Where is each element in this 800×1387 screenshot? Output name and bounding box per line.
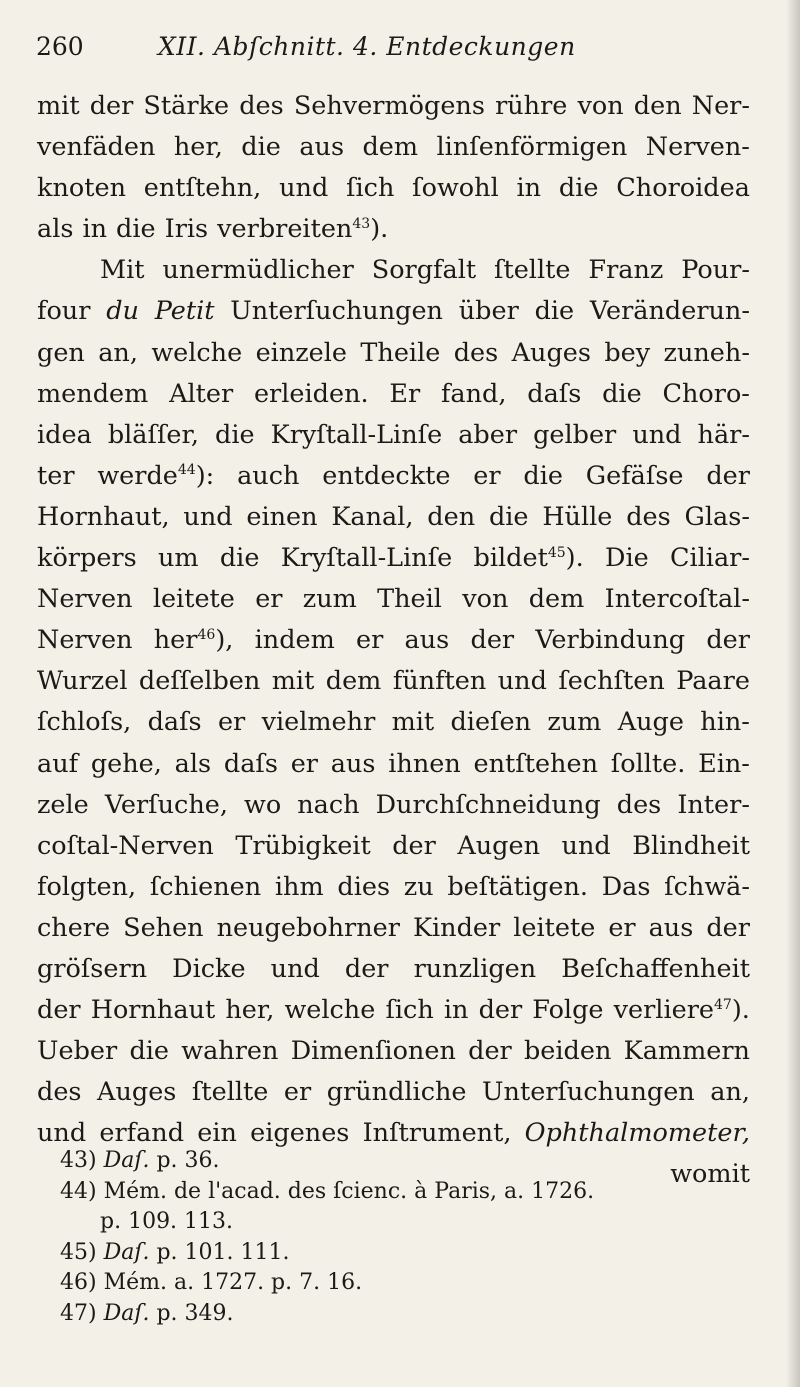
word: die: [215, 419, 255, 450]
text-line: [37, 1072, 750, 1113]
word: beiden: [523, 1036, 612, 1067]
word: Auge: [617, 707, 684, 738]
word: leitete: [513, 912, 596, 943]
word: der: [37, 995, 81, 1026]
word: den: [427, 501, 476, 532]
word-with-footnote-ref: werde44):: [97, 460, 215, 491]
word: neugebohrner: [216, 912, 400, 943]
word: der: [706, 460, 750, 491]
footnote-text: Mém. a. 1727. p. 7. 16.: [103, 1270, 363, 1295]
word: des: [616, 789, 662, 820]
word: Unterſuchungen: [482, 1077, 695, 1108]
word: Kammern: [623, 1036, 750, 1067]
word: Dicke: [172, 953, 246, 984]
word: Sehen: [123, 912, 204, 943]
word: die: [558, 173, 599, 204]
word: zele: [37, 789, 89, 820]
word: dem: [362, 132, 419, 163]
word: Sehvermögens: [293, 91, 485, 121]
word: fünften: [392, 666, 487, 697]
word: Hornhaut: [90, 995, 216, 1026]
word: des: [453, 337, 499, 368]
footnote-text: Mém. de l'acad. des ſcienc. à Paris, a. 1726.: [103, 1178, 595, 1204]
word: aus: [299, 132, 345, 163]
word: erfand: [99, 1118, 185, 1149]
word: knoten: [37, 173, 126, 204]
word: die: [488, 501, 529, 532]
word: zu: [403, 871, 434, 902]
word: her,: [173, 132, 223, 163]
word: ter: [37, 460, 75, 491]
word: als: [174, 748, 212, 779]
word: ſtellte: [494, 255, 571, 286]
word: chere: [37, 912, 111, 943]
word: er: [356, 625, 384, 656]
word: Ueber: [37, 1036, 118, 1067]
word: hin-: [700, 707, 750, 738]
word: Intercoſtal-: [604, 584, 750, 615]
word: entdeckte: [322, 460, 451, 491]
word: Stärke: [143, 91, 230, 121]
footnote: [60, 1146, 760, 1177]
word: leitete: [152, 584, 235, 615]
text-line: [37, 209, 750, 250]
word: über: [458, 296, 519, 327]
word: der: [344, 953, 389, 984]
page-edge-shadow: [786, 0, 800, 1387]
word: Blindheit: [632, 830, 750, 861]
footnote-number: 45): [60, 1239, 104, 1265]
word: Wurzel: [37, 666, 128, 697]
word: Ner-: [691, 91, 750, 121]
text-line: [37, 168, 750, 209]
word: Ein-: [698, 748, 750, 779]
word: in: [516, 173, 542, 204]
word: Franz: [588, 255, 664, 286]
word: die: [534, 296, 575, 327]
word: die: [219, 543, 260, 574]
word: Glas-: [684, 501, 750, 532]
word: der: [470, 625, 515, 656]
word: Mit: [100, 255, 145, 286]
word: welche: [151, 337, 243, 368]
word: Auges: [97, 1077, 177, 1108]
word: der: [706, 912, 750, 943]
word: daſs: [223, 748, 278, 779]
word: und: [632, 419, 682, 450]
word: vielmehr: [261, 707, 376, 738]
word: Kinder: [412, 912, 501, 943]
word: zuneh-: [663, 337, 750, 368]
word: und: [183, 501, 233, 532]
word: die: [241, 132, 281, 163]
word: Kryſtall-Linſe: [280, 543, 453, 574]
word: gehe,: [90, 748, 162, 779]
word: er: [255, 584, 283, 615]
word: Ciliar-: [669, 543, 750, 574]
word: Auges: [511, 337, 591, 368]
footnote: [60, 1268, 760, 1299]
text-line: [37, 661, 750, 702]
word: körpers: [37, 543, 137, 574]
word: mit: [37, 91, 80, 121]
footnote-number: 43): [60, 1148, 104, 1173]
word: rühre: [495, 91, 568, 121]
word-with-footnote-ref: verliere47).: [613, 995, 750, 1026]
word: mit: [271, 666, 315, 697]
word: Pour-: [681, 255, 750, 286]
word: mendem: [37, 378, 149, 409]
word: dem: [528, 584, 585, 615]
word: Gefäſse: [585, 460, 684, 491]
word: du: [106, 296, 139, 327]
word: entſtehen: [473, 748, 598, 779]
word: bey: [604, 337, 651, 368]
text-line: [37, 785, 750, 826]
word: in: [443, 995, 469, 1026]
word: ſtellte: [191, 1077, 269, 1108]
word: Verſuche,: [104, 789, 228, 820]
word: four: [37, 296, 91, 327]
word: und: [270, 953, 320, 984]
word: deſſelben: [138, 666, 261, 697]
word: ſechſten: [558, 666, 665, 697]
word: ſich: [346, 173, 395, 204]
word: Theil: [377, 584, 442, 615]
word: Inter-: [677, 789, 750, 820]
word: Augen: [457, 830, 541, 861]
word: ſchienen: [149, 871, 262, 902]
word: aber: [458, 419, 518, 450]
word: Paare: [676, 666, 750, 697]
text-line: [37, 127, 750, 168]
word: coſtal-Nerven: [37, 830, 214, 861]
word: in: [82, 214, 108, 245]
word: Das: [601, 871, 651, 902]
word: idea: [37, 419, 92, 450]
word: er: [283, 1077, 312, 1108]
text-line: [37, 250, 750, 291]
word: runzligen: [413, 953, 537, 984]
word: Inſtrument,: [362, 1118, 512, 1149]
word-with-footnote-ref: verbreiten43).: [217, 214, 389, 245]
word: wahren: [181, 1036, 279, 1067]
footnote-number: 46): [60, 1270, 104, 1295]
word: er: [217, 707, 246, 738]
word: einzele: [255, 337, 348, 368]
word: ſollte.: [610, 748, 686, 779]
word-with-footnote-ref: bildet45).: [473, 543, 584, 574]
word: zum: [547, 707, 602, 738]
word: er: [473, 460, 501, 491]
word: nach: [297, 789, 360, 820]
word: ein: [197, 1118, 237, 1149]
text-line: [37, 374, 750, 415]
word: gründliche: [326, 1077, 467, 1108]
word: Beſchaffenheit: [561, 953, 750, 984]
word: er: [290, 748, 318, 779]
word: und: [497, 666, 547, 697]
text-line: [37, 456, 750, 497]
word: welche: [284, 995, 376, 1026]
word: ihnen: [388, 748, 461, 779]
footnote-text: Daſ. p. 36.: [103, 1148, 220, 1173]
word: eigenes: [250, 1118, 350, 1149]
text-line: [37, 702, 750, 743]
word: von: [577, 91, 624, 121]
footnotes: [60, 1146, 760, 1329]
footnote-text: Daſ. p. 349.: [103, 1300, 234, 1326]
word: Unterſuchungen: [230, 296, 443, 327]
text-line: [37, 990, 750, 1031]
word: Kryſtall-Linſe: [270, 419, 443, 450]
word: daſs: [527, 378, 582, 409]
text-line: [37, 86, 750, 127]
word: Choroidea: [616, 173, 750, 204]
word: des: [239, 91, 284, 121]
word: und: [561, 830, 611, 861]
word: womit: [670, 1159, 750, 1190]
word: Die: [605, 543, 649, 574]
word: aus: [330, 748, 376, 779]
text-line: [37, 620, 750, 661]
word: zum: [302, 584, 357, 615]
footnote: [60, 1177, 760, 1208]
word: Theile: [360, 337, 441, 368]
word: den: [633, 91, 682, 121]
word: Sorgfalt: [371, 255, 477, 286]
word: ihm: [274, 871, 324, 902]
text-line: [37, 579, 750, 620]
running-title: XII. Abſchnitt. 4. Entdeckungen: [158, 32, 576, 61]
word: her,: [225, 995, 275, 1026]
word: beſtätigen.: [447, 871, 588, 902]
text-line: [37, 1031, 750, 1072]
word: der: [392, 830, 436, 861]
text-line: [37, 538, 750, 579]
word: fand,: [440, 378, 507, 409]
word: Folge: [532, 995, 604, 1026]
text-line: [37, 415, 750, 456]
word: Trübigkeit: [235, 830, 371, 861]
word: an,: [710, 1077, 750, 1108]
word: dem: [325, 666, 382, 697]
word: ſchloſs,: [37, 707, 132, 738]
word: Kanal,: [331, 501, 414, 532]
word: Dimenſionen: [290, 1036, 456, 1067]
word: Petit: [154, 296, 215, 327]
word: an,: [98, 337, 138, 368]
word: die: [523, 460, 563, 491]
word: Iris: [164, 214, 209, 245]
word: Veränderun-: [589, 296, 750, 327]
text-line: [37, 908, 750, 949]
word: des: [626, 501, 671, 532]
word: von: [462, 584, 509, 615]
word: auf: [37, 748, 79, 779]
word: auch: [237, 460, 300, 491]
word: der: [706, 625, 750, 656]
footnote-text: Daſ. p. 101. 111.: [103, 1239, 290, 1265]
word: er: [608, 912, 636, 943]
word: die: [129, 1036, 170, 1067]
body-text: [37, 86, 750, 1196]
word: gelber: [533, 419, 617, 450]
footnote-number: 44): [60, 1178, 104, 1204]
word: gen: [37, 337, 85, 368]
word: ſich: [385, 995, 434, 1026]
text-line: [37, 744, 750, 785]
word: um: [157, 543, 199, 574]
word: erleiden.: [253, 378, 369, 409]
word: Er: [389, 378, 421, 409]
word: gröſsern: [37, 953, 148, 984]
page-number: 260: [36, 32, 84, 61]
word: ſchwä-: [664, 871, 750, 902]
word: dies: [337, 871, 391, 902]
word: bläſſer,: [107, 419, 199, 450]
word: Hülle: [542, 501, 613, 532]
word: aus: [404, 625, 450, 656]
word: die: [602, 378, 642, 409]
word: Alter: [169, 378, 234, 409]
word: entſtehn,: [143, 173, 262, 204]
word: Verbindung: [535, 625, 686, 656]
word: indem: [254, 625, 335, 656]
word: der: [478, 995, 523, 1026]
word: Durchſchneidung: [375, 789, 601, 820]
word: als: [37, 214, 74, 245]
word: Nerven: [37, 584, 133, 615]
word: der: [89, 91, 134, 121]
page-header: [36, 28, 776, 68]
word: der: [468, 1036, 512, 1067]
footnote: p. 109. 113.: [100, 1209, 234, 1234]
word: daſs: [147, 707, 202, 738]
word: unermüdlicher: [162, 255, 354, 286]
word: die: [116, 214, 156, 245]
word: här-: [697, 419, 750, 450]
word: und: [279, 173, 329, 204]
word: mit: [391, 707, 435, 738]
text-line: [37, 867, 750, 908]
word: venfäden: [37, 132, 156, 163]
word: wo: [244, 789, 282, 820]
text-line: [37, 497, 750, 538]
word: ſowohl: [412, 173, 499, 204]
word: Nerven-: [645, 132, 750, 163]
footnote-number: 47): [60, 1300, 104, 1326]
word: Ophthalmometer,: [524, 1118, 750, 1149]
word: Choro-: [662, 378, 750, 409]
word: aus: [648, 912, 694, 943]
word: folgten,: [37, 871, 137, 902]
word: linſenförmigen: [436, 132, 628, 163]
text-line: [37, 333, 750, 374]
word-with-footnote-ref: her46),: [153, 625, 234, 656]
footnote: [60, 1299, 760, 1330]
word: Hornhaut,: [37, 501, 170, 532]
text-line: [37, 291, 750, 332]
text-line: [37, 949, 750, 990]
word: dieſen: [450, 707, 532, 738]
text-line: [37, 826, 750, 867]
word: des: [37, 1077, 82, 1108]
footnote: [60, 1238, 760, 1269]
word: einen: [246, 501, 318, 532]
word: und: [37, 1118, 87, 1149]
word: Nerven: [37, 625, 133, 656]
